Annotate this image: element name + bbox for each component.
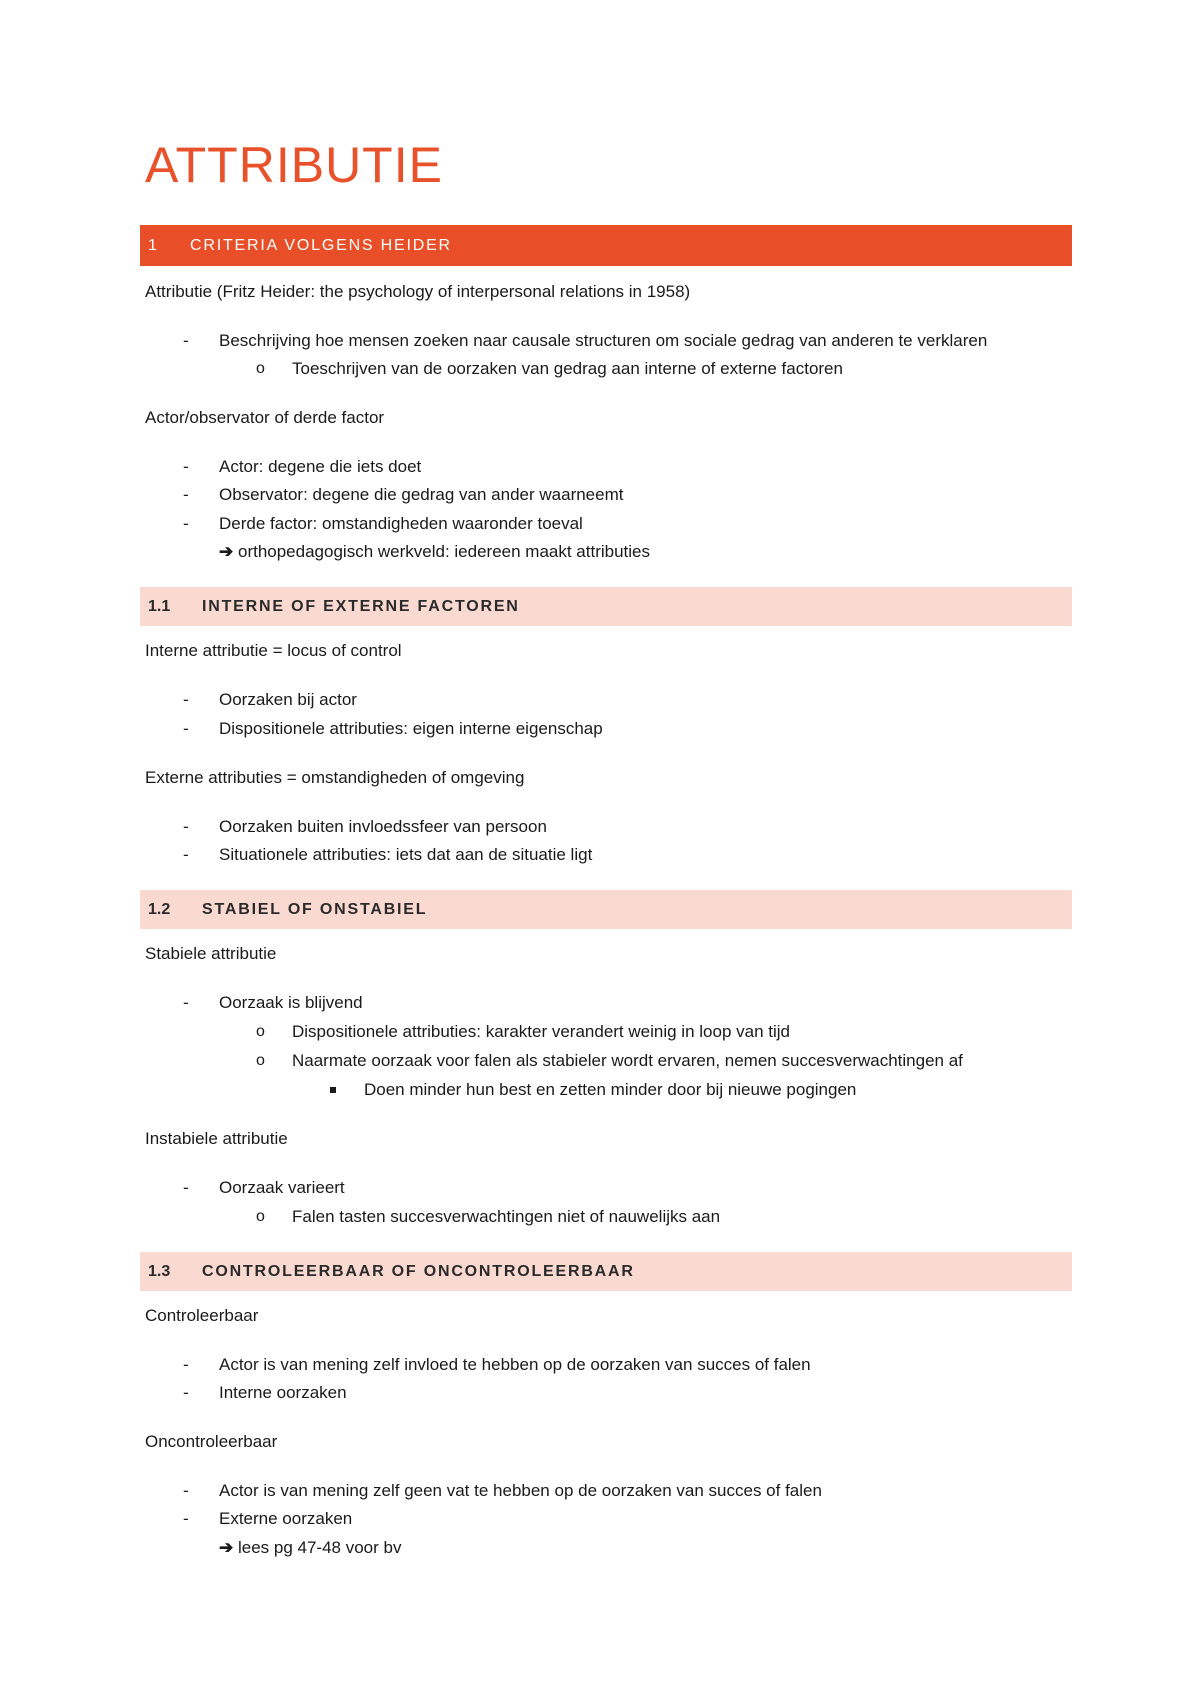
section-title: INTERNE OF EXTERNE FACTOREN [202, 598, 520, 615]
bullet-dash: - [183, 719, 189, 738]
bullet-dash: - [183, 1178, 189, 1197]
arrow-note-text: lees pg 47-48 voor bv [237, 1538, 402, 1557]
paragraph-heading: Controleerbaar [145, 1306, 259, 1325]
bullet-dash: - [183, 514, 189, 533]
bullet-dash: - [183, 457, 189, 476]
paragraph-heading: Oncontroleerbaar [145, 1432, 278, 1451]
bullet-dash: - [183, 817, 189, 836]
list-item: Toeschrijven van de oorzaken van gedrag aan interne of externe factoren [292, 359, 843, 378]
section-number: 1.2 [148, 901, 171, 918]
arrow-note [219, 541, 650, 563]
arrow-note-text: orthopedagogisch werkveld: iedereen maakt attributies [237, 542, 651, 561]
bullet-square [330, 1087, 336, 1093]
section-number: 1.3 [148, 1263, 171, 1280]
list-item: Interne oorzaken [219, 1383, 347, 1402]
bullet-dash: - [183, 1481, 189, 1500]
list-item: Oorzaken buiten invloedssfeer van persoon [219, 817, 547, 836]
list-item: Dispositionele attributies: eigen interne eigenschap [219, 719, 603, 738]
bullet-dash: - [183, 1355, 189, 1374]
paragraph-heading: Externe attributies = omstandigheden of omgeving [145, 768, 525, 787]
bullet-dash: - [183, 1509, 189, 1528]
section-heading-1 [140, 225, 1072, 266]
list-item: Doen minder hun best en zetten minder door bij nieuwe pogingen [364, 1080, 857, 1099]
list-item: Beschrijving hoe mensen zoeken naar causale structuren om sociale gedrag van anderen te verklaren [219, 331, 988, 350]
list-item: Oorzaak varieert [219, 1178, 345, 1197]
arrow-icon: ➔ [219, 542, 234, 561]
section-title: STABIEL OF ONSTABIEL [202, 901, 428, 918]
bullet-circle: o [256, 1208, 265, 1225]
list-item: Actor: degene die iets doet [219, 457, 422, 476]
paragraph-heading: Stabiele attributie [145, 944, 277, 963]
list-item: Externe oorzaken [219, 1509, 353, 1528]
list-item: Actor is van mening zelf invloed te hebben op de oorzaken van succes of falen [219, 1355, 811, 1374]
list-item: Oorzaak is blijvend [219, 993, 363, 1012]
bullet-circle: o [256, 1023, 265, 1040]
section-heading-1-2 [140, 890, 1072, 929]
section-heading-1-3 [140, 1252, 1072, 1291]
bullet-dash: - [183, 845, 189, 864]
paragraph-heading: Actor/observator of derde factor [145, 408, 385, 427]
list-item: Observator: degene die gedrag van ander waarneemt [219, 485, 624, 504]
bullet-dash: - [183, 485, 189, 504]
list-item: Situationele attributies: iets dat aan de situatie ligt [219, 845, 593, 864]
section-title: CRITERIA VOLGENS HEIDER [190, 237, 452, 254]
list-item: Actor is van mening zelf geen vat te hebben op de oorzaken van succes of falen [219, 1481, 822, 1500]
bullet-circle: o [256, 360, 265, 377]
section-heading-1-1 [140, 587, 1072, 626]
list-item: Dispositionele attributies: karakter verandert weinig in loop van tijd [292, 1022, 790, 1041]
arrow-icon: ➔ [219, 1538, 234, 1557]
bullet-dash: - [183, 993, 189, 1012]
list-item: Naarmate oorzaak voor falen als stabieler wordt ervaren, nemen succesverwachtingen af [292, 1051, 963, 1070]
paragraph-heading: Instabiele attributie [145, 1129, 288, 1148]
section-number: 1.1 [148, 598, 171, 615]
document-title: ATTRIBUTIE [145, 137, 443, 193]
bullet-dash: - [183, 331, 189, 350]
list-item: Falen tasten succesverwachtingen niet of nauwelijks aan [292, 1207, 721, 1226]
paragraph-heading: Interne attributie = locus of control [145, 641, 402, 660]
bullet-dash: - [183, 690, 189, 709]
bullet-dash: - [183, 1383, 189, 1402]
list-item: Oorzaken bij actor [219, 690, 357, 709]
arrow-note [219, 1537, 401, 1559]
list-item: Derde factor: omstandigheden waaronder toeval [219, 514, 583, 533]
intro-text: Attributie (Fritz Heider: the psychology of interpersonal relations in 1958) [145, 282, 691, 301]
section-title: CONTROLEERBAAR OF ONCONTROLEERBAAR [202, 1263, 635, 1280]
section-number: 1 [148, 237, 157, 254]
bullet-circle: o [256, 1052, 265, 1069]
